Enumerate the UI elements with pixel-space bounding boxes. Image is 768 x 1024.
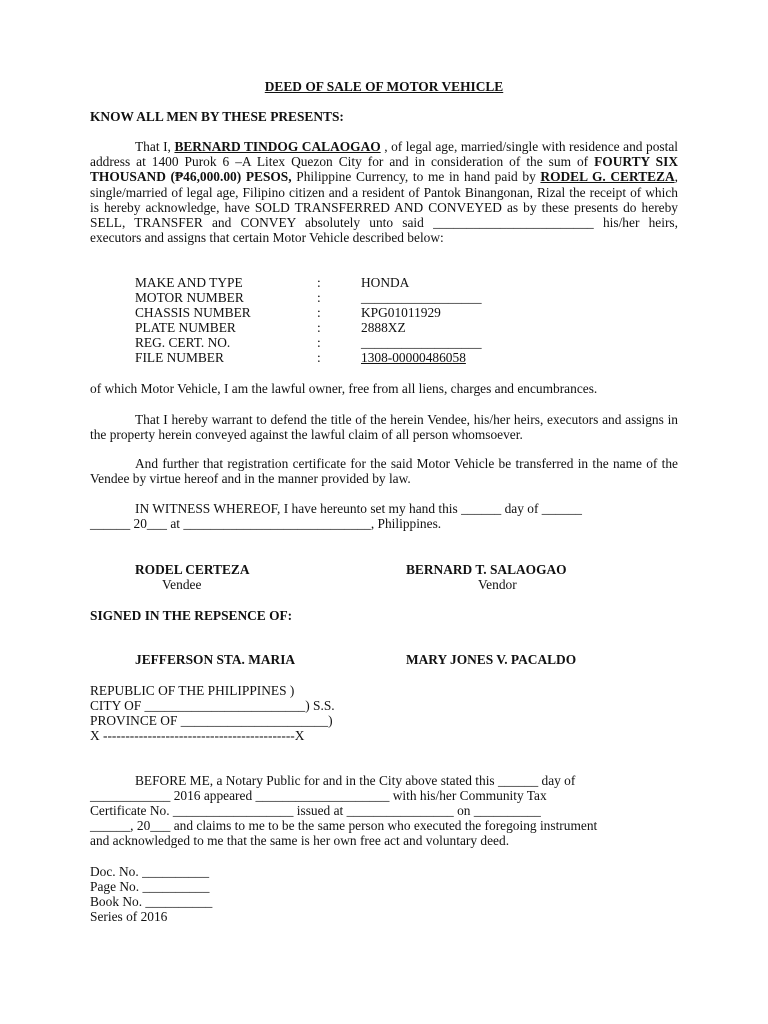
para1-text-5: his/her heirs, executors and assigns that certain Motor Vehicle described below: [90,215,678,246]
registration-paragraph: And further that registration certificate for the said Motor Vehicle be transferred in the name of the Vendee by virtue hereof and in the manner provided by law. [90,456,678,487]
witness-name-1: JEFFERSON STA. MARIA [135,652,296,667]
seller-name: BERNARD TINDOG CALAOGAO [174,139,381,154]
vehicle-label: REG. CERT. NO. [135,335,231,350]
vehicle-colon: : [317,350,321,365]
notary-line-4: ______, 20___ and claims to me to be the same person who executed the foregoing instrument [90,818,598,833]
vendee-role: Vendee [162,577,202,592]
vehicle-label: FILE NUMBER [135,350,224,365]
witness-line-2: ______ 20___ at ____________________________, Philippines. [90,516,442,531]
vehicle-value: KPG01011929 [361,305,441,320]
para1-text-3: Philippine Currency, to me in hand paid by [291,169,541,185]
witness-line-1: IN WITNESS WHEREOF, I have hereunto set my hand this ______ day of ______ [135,501,582,516]
para1-text-2: , of legal age, married/single with residence and postal address at 1400 Purok 6 –A Litex Quezon City for and in consideration of the sum of [90,139,679,170]
vehicle-label: MOTOR NUMBER [135,290,244,305]
vehicle-value: 1308-00000486058 [361,350,466,365]
vendor-name: BERNARD T. SALAOGAO [406,562,567,577]
venue-province: PROVINCE OF ______________________) [90,713,333,728]
vendee-blank: ________________________ [433,215,594,231]
vehicle-value: 2888XZ [361,320,406,335]
vehicle-colon: : [317,305,321,320]
owner-statement: of which Motor Vehicle, I am the lawful owner, free from all liens, charges and encumbrances. [90,381,598,396]
vehicle-value: __________________ [361,290,482,305]
know-all-heading: KNOW ALL MEN BY THESE PRESENTS: [90,109,344,124]
sale-paragraph [90,139,678,245]
venue-republic: REPUBLIC OF THE PHILIPPINES ) [90,683,295,698]
notary-line-1: BEFORE ME, a Notary Public for and in the City above stated this ______ day of [135,773,576,788]
witness-name-2: MARY JONES V. PACALDO [406,652,577,667]
vehicle-value: HONDA [361,275,410,290]
vehicle-label: PLATE NUMBER [135,320,236,335]
venue-separator: X -------------------------------------------X [90,728,305,743]
para1-text-4: , single/married of legal age, Filipino citizen and a resident of Pantok Binangonan, Rizal the receipt of which is hereby acknowledge, have SOLD TRANSFERRED AND CONVEYED as by these presents do hereby SELL, TRANSFER and CONVEY absolutely unto said [90,169,678,231]
para1-text-1: That I, [135,139,175,154]
vehicle-label: CHASSIS NUMBER [135,305,251,320]
vehicle-colon: : [317,335,321,350]
vehicle-value: __________________ [361,335,482,350]
notary-line-3: Certificate No. __________________ issued at ________________ on __________ [90,803,541,818]
vehicle-colon: : [317,320,321,335]
signed-presence-heading: SIGNED IN THE REPSENCE OF: [90,608,293,623]
notary-line-2: ____________ 2016 appeared ____________________ with his/her Community Tax [90,788,547,803]
vehicle-label: MAKE AND TYPE [135,275,243,290]
vehicle-colon: : [317,275,321,290]
notary-line-5: and acknowledged to me that the same is her own free act and voluntary deed. [90,833,510,848]
buyer-name: RODEL G. CERTEZA [540,169,675,185]
series-year: Series of 2016 [90,909,168,924]
vendor-role: Vendor [478,577,517,592]
vendee-name: RODEL CERTEZA [135,562,250,577]
document-title: DEED OF SALE OF MOTOR VEHICLE [264,79,504,94]
doc-number: Doc. No. __________ [90,864,210,879]
warranty-paragraph: That I hereby warrant to defend the title of the herein Vendee, his/her heirs, executors and assigns in the property herein conveyed against the lawful claim of all person whomsoever. [90,412,678,443]
vehicle-colon: : [317,290,321,305]
sale-amount: FOURTY SIX THOUSAND (₱46,000.00) PESOS, [90,154,678,185]
book-number: Book No. __________ [90,894,213,909]
venue-city: CITY OF ________________________) S.S. [90,698,335,713]
page-number: Page No. __________ [90,879,210,894]
